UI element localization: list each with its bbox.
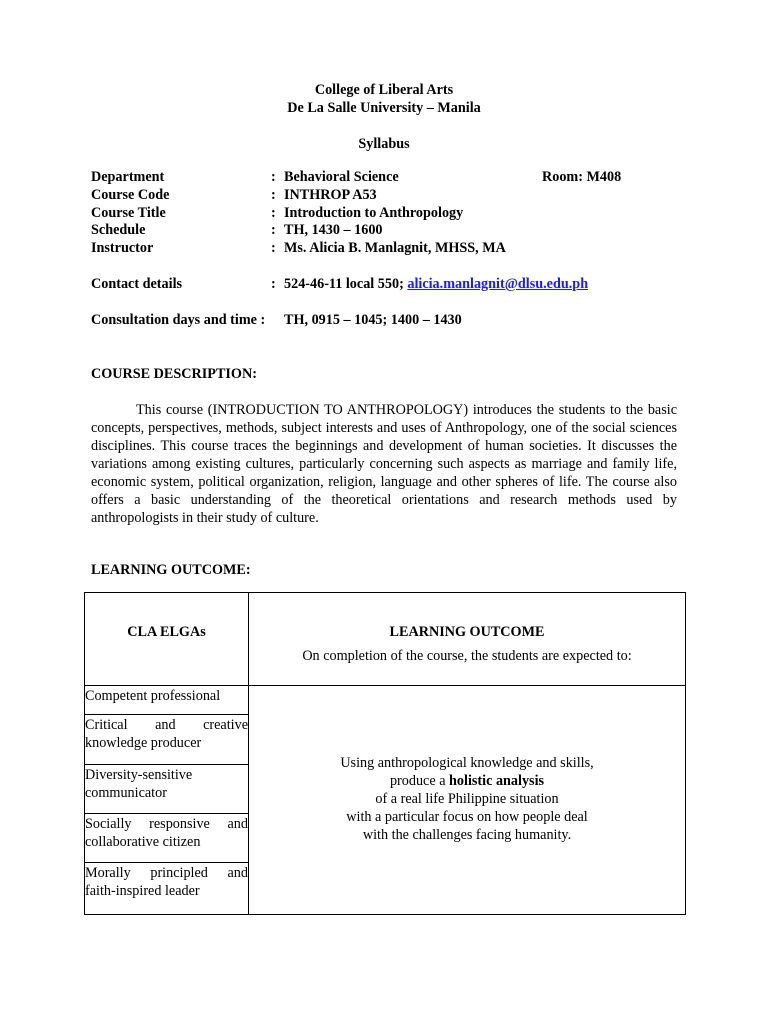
elga-item: Diversity-sensitive communicator bbox=[85, 767, 193, 801]
colon: : bbox=[271, 205, 276, 221]
schedule-label: Schedule bbox=[91, 222, 146, 238]
contact-value bbox=[284, 276, 588, 294]
course-code-row bbox=[91, 187, 691, 205]
outcome-header: LEARNING OUTCOME bbox=[389, 624, 545, 640]
contact-row bbox=[91, 276, 691, 294]
course-description-heading: COURSE DESCRIPTION: bbox=[91, 366, 257, 382]
outcome-subheader: On completion of the course, the students are expected to: bbox=[302, 647, 632, 664]
document-type: Syllabus bbox=[358, 136, 410, 152]
learning-outcome-heading: LEARNING OUTCOME: bbox=[91, 562, 251, 578]
colon: : bbox=[271, 187, 276, 203]
university-name: De La Salle University – Manila bbox=[287, 100, 481, 116]
instructor-label: Instructor bbox=[91, 240, 154, 256]
email-link[interactable]: alicia.manlagnit@dlsu.edu.ph bbox=[407, 276, 589, 292]
department-label: Department bbox=[91, 169, 165, 185]
colon: : bbox=[271, 240, 276, 256]
elga-cell bbox=[85, 863, 249, 915]
consultation-row bbox=[91, 312, 691, 330]
elga-item: Socially responsive and collaborative citizen bbox=[85, 816, 248, 850]
elga-header-cell bbox=[85, 593, 249, 686]
outcome-line: with the challenges facing humanity. bbox=[362, 827, 572, 843]
schedule-row bbox=[91, 222, 691, 240]
department-value: Behavioral Science bbox=[284, 169, 399, 185]
consultation-label: Consultation days and time : bbox=[91, 312, 266, 328]
outcome-bold-phrase: holistic analysis bbox=[449, 773, 545, 789]
elga-cell bbox=[85, 814, 249, 863]
course-title-label: Course Title bbox=[91, 205, 166, 221]
outcome-line: produce a bbox=[389, 773, 450, 789]
consultation-value: TH, 0915 – 1045; 1400 – 1430 bbox=[284, 312, 462, 328]
elga-cell bbox=[85, 686, 249, 715]
course-title-value: Introduction to Anthropology bbox=[284, 205, 464, 221]
elga-item: Competent professional bbox=[85, 688, 221, 704]
elga-cell bbox=[85, 715, 249, 765]
outcome-cell bbox=[249, 686, 686, 915]
table-header-row bbox=[85, 593, 686, 686]
course-title-row bbox=[91, 205, 691, 223]
instructor-row bbox=[91, 240, 691, 258]
elga-item: Morally principled and faith-inspired leader bbox=[85, 865, 248, 899]
colon: : bbox=[271, 169, 276, 185]
college-name: College of Liberal Arts bbox=[314, 82, 454, 98]
outcome-line: with a particular focus on how people deal bbox=[346, 809, 588, 825]
schedule-value: TH, 1430 – 1600 bbox=[284, 222, 383, 238]
outcome-text bbox=[249, 754, 685, 844]
elga-cell bbox=[85, 765, 249, 814]
room-value: Room: M408 bbox=[542, 169, 622, 185]
contact-phone: 524-46-11 local 550; bbox=[284, 276, 404, 292]
table-row bbox=[85, 686, 686, 715]
elga-item: Critical and creative knowledge producer bbox=[85, 717, 248, 751]
course-code-label: Course Code bbox=[91, 187, 170, 203]
learning-outcome-table bbox=[84, 592, 686, 915]
course-code-value: INTHROP A53 bbox=[284, 187, 377, 203]
course-description-text: This course (INTRODUCTION TO ANTHROPOLOGY) introduces the students to the basic concepts, perspectives, methods, subject interests and uses of Anthropology, one of the social sciences disciplines. This course traces the beginnings and development of human societies. It discusses the variations among existing cultures, particularly concerning such aspects as marriage and family life, economic system, political organization, religion, language and other spheres of life. The course also offers a basic understanding of the theoretical orientations and research methods used by anthropologists in their study of culture. bbox=[91, 402, 677, 526]
outcome-header-cell bbox=[249, 593, 686, 686]
outcome-line: of a real life Philippine situation bbox=[375, 791, 559, 807]
outcome-line: Using anthropological knowledge and skills, bbox=[340, 755, 594, 771]
instructor-value: Ms. Alicia B. Manlagnit, MHSS, MA bbox=[284, 240, 506, 256]
department-row bbox=[91, 169, 691, 187]
contact-label: Contact details bbox=[91, 276, 183, 292]
colon: : bbox=[271, 276, 276, 292]
colon: : bbox=[271, 222, 276, 238]
elga-header: CLA ELGAs bbox=[127, 624, 206, 640]
